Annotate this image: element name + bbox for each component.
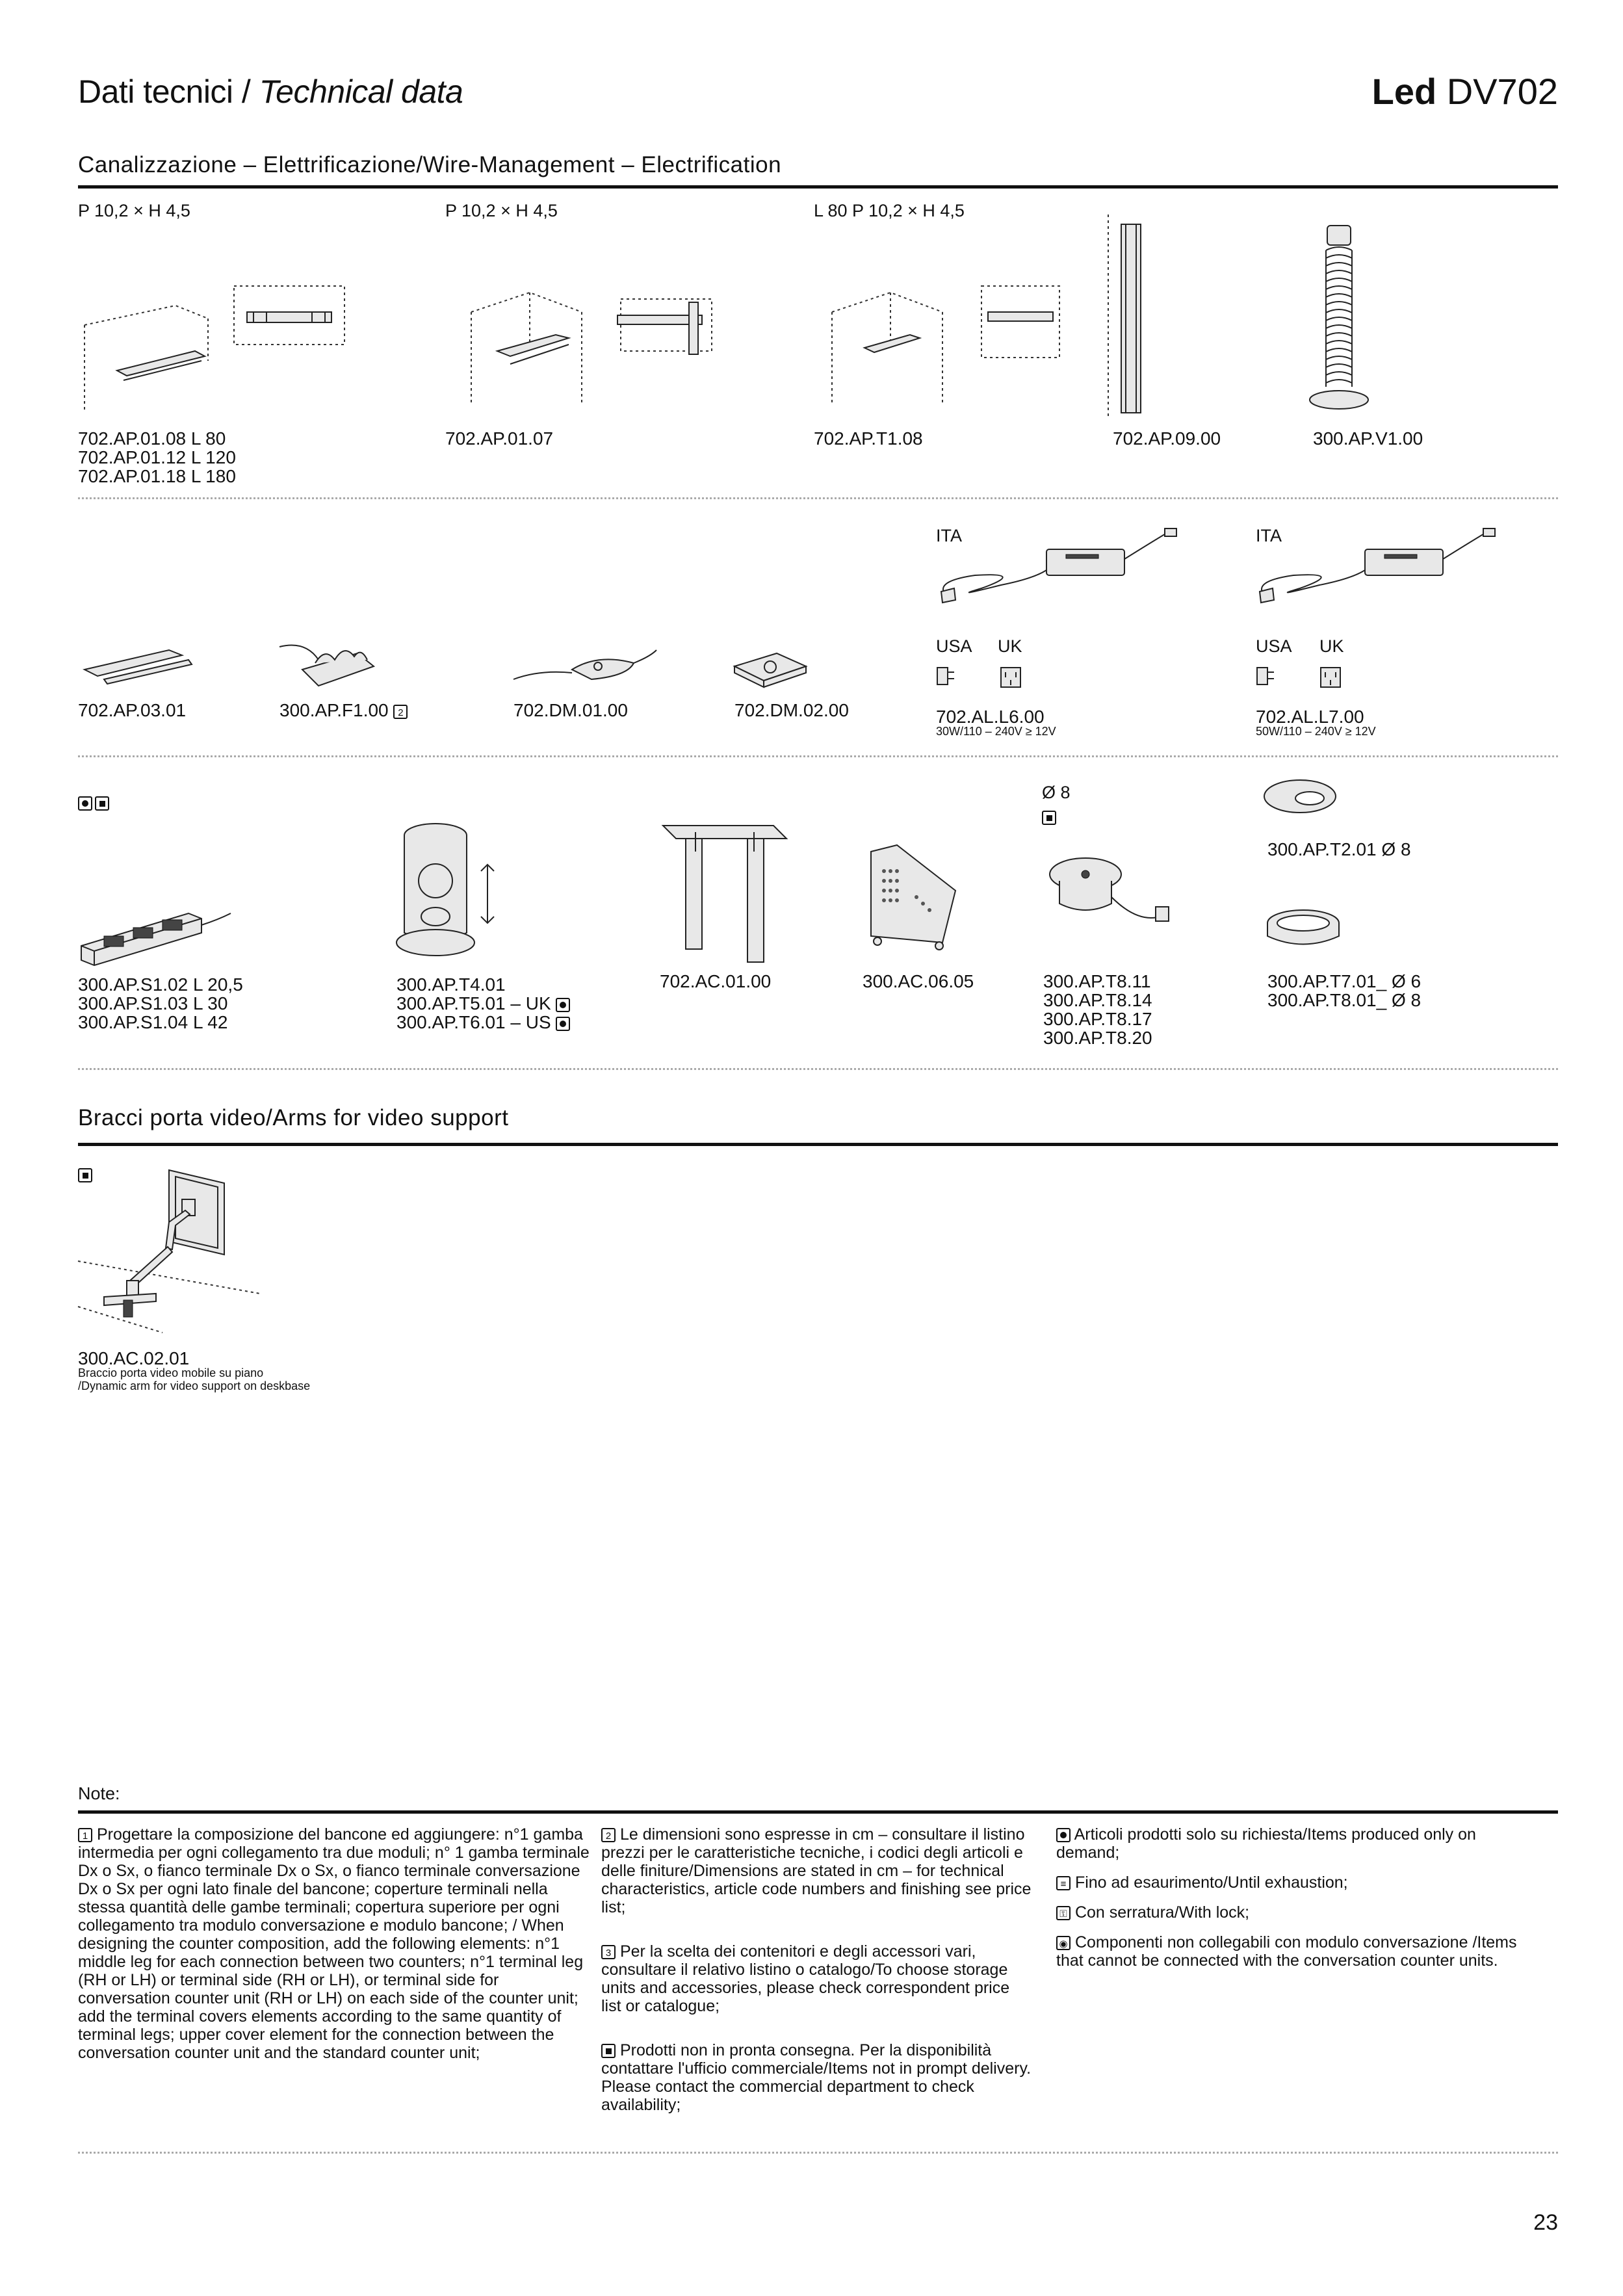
product-code: 702.DM.02.00 xyxy=(734,700,849,720)
plug-label-ita: ITA xyxy=(1256,526,1282,545)
power-supply-drawing xyxy=(936,523,1183,614)
no-connection-symbol: ◉ xyxy=(1056,1936,1071,1950)
plug-label-usa: USA xyxy=(936,636,972,656)
dim-label: P 10,2 × H 4,5 xyxy=(78,201,190,220)
product-code: 702.AL.L7.00 xyxy=(1256,707,1364,727)
notes-rule xyxy=(78,1810,1558,1814)
plug-label-ita: ITA xyxy=(936,526,962,545)
note-number: 1 xyxy=(78,1828,92,1842)
dim-label: P 10,2 × H 4,5 xyxy=(445,201,558,220)
round-grommet-drawing xyxy=(1264,907,1342,952)
power-strip-drawing xyxy=(78,900,234,985)
product-code: 702.DM.01.00 xyxy=(513,700,628,720)
product-code: 702.AC.01.00 xyxy=(660,971,772,991)
note-number: 3 xyxy=(601,1945,616,1959)
plug-adapters-drawing xyxy=(936,664,1027,690)
grommet-socket-drawing xyxy=(1046,852,1176,936)
product-code-list: 300.AP.S1.02 L 20,5 300.AP.S1.03 L 30 300.AP.S1.04 L 42 xyxy=(78,974,243,1032)
product-code: 702.AP.09.00 xyxy=(1113,428,1221,449)
power-spec: 50W/110 – 240V ≥ 12V xyxy=(1256,725,1376,738)
product-code: 300.AP.V1.00 xyxy=(1313,428,1423,449)
not-in-stock-symbol xyxy=(95,796,109,811)
note-number: 2 xyxy=(601,1828,616,1842)
spine-cable-riser-drawing xyxy=(1306,224,1371,419)
not-in-stock-symbol xyxy=(601,2044,616,2058)
pop-up-socket-drawing xyxy=(396,819,520,969)
product-code: 702.AP.01.07 xyxy=(445,428,554,449)
note-column-2 xyxy=(601,1825,1033,2126)
power-spec: 30W/110 – 240V ≥ 12V xyxy=(936,725,1056,738)
product-description: Braccio porta video mobile su piano /Dynamic arm for video support on deskbase xyxy=(78,1366,311,1392)
section-rule xyxy=(78,185,1558,189)
page-title: Dati tecnici / Technical data xyxy=(78,73,463,110)
dim-label: L 80 P 10,2 × H 4,5 xyxy=(814,201,965,220)
product-code: 300.AC.02.01 xyxy=(78,1348,190,1368)
cpu-holder-drawing xyxy=(656,813,793,962)
note-text: Prodotti non in pronta consegna. Per la disponibilità contattare l'ufficio commerciale/Items not in prompt delivery. Please contact the commercial department to check availability; xyxy=(601,2041,1032,2114)
note-column-1 xyxy=(78,1825,591,2074)
touch-dimmer-drawing xyxy=(731,647,809,692)
plug-adapters-drawing xyxy=(1256,664,1347,690)
diameter-label: Ø 8 xyxy=(1042,783,1071,802)
availability-symbols xyxy=(78,796,109,811)
on-demand-symbol xyxy=(1056,1828,1071,1842)
product-code-list: 702.AP.01.08 L 80 702.AP.01.12 L 120 702.AP.01.18 L 180 xyxy=(78,428,236,486)
product-code: 702.AL.L6.00 xyxy=(936,707,1045,727)
note-column-3 xyxy=(1056,1825,1524,1981)
cable-tray-end-drawing xyxy=(806,273,1079,416)
cable-tray-corner-drawing xyxy=(445,273,718,416)
power-supply-drawing xyxy=(1254,523,1501,614)
plug-label-uk: UK xyxy=(1319,636,1344,656)
notes-title: Note: xyxy=(78,1784,120,1803)
cable-organizer-drawing xyxy=(279,634,390,692)
product-code: 300.AC.06.05 xyxy=(863,971,974,991)
section-title-wiring: Canalizzazione – Elettrificazione/Wire-Management – Electrification xyxy=(78,152,782,177)
lock-icon: ⚿ xyxy=(1056,1906,1071,1920)
not-in-stock-symbol xyxy=(1042,811,1056,825)
row-divider xyxy=(78,1068,1558,1070)
page-number: 23 xyxy=(1533,2210,1558,2235)
desk-grommet-drawing xyxy=(1261,777,1339,816)
product-code-list: 300.AP.T8.11 300.AP.T8.14 300.AP.T8.17 300.AP.T8.20 xyxy=(1043,971,1152,1048)
cpu-trolley-drawing xyxy=(858,839,962,949)
on-demand-symbol xyxy=(78,796,92,811)
note-text: Progettare la composizione del bancone ed aggiungere: n°1 gamba intermedia per ogni collegamento tra due moduli; n° 1 gamba terminale Dx o Sx, o fianco terminale Dx o Sx, o fianco terminale conversazione Dx o Sx per ogni lato finale del bancone; coperture terminali nella stessa quantità delle gambe terminali; copertura superiore per ogni collegamento tra modulo conversazione e modulo bancone; / When designing the counter composition, add the following elements: n°1 middle leg for each connection between two counters; n°1 terminal leg (RH or LH) or terminal side (RH or LH), or terminal side for conversation counter unit (RH or LH) on each side of the counter unit; add the terminal covers elements according to the same quantity of terminal legs; upper cover element for the connection between the conversation counter unit and the standard counter unit; xyxy=(78,1825,590,2062)
note-text: Articoli prodotti solo su richiesta/Items produced only on demand; xyxy=(1056,1825,1476,1862)
product-code-with-symbol: 300.AP.F1.00 2 xyxy=(279,701,408,720)
product-model: Led DV702 xyxy=(1371,71,1558,112)
product-code-list: 300.AP.T7.01_ Ø 6 300.AP.T8.01_ Ø 8 xyxy=(1267,971,1422,1010)
product-code: 702.AP.T1.08 xyxy=(814,428,923,449)
note-text: Le dimensioni sono espresse in cm – consultare il listino prezzi per le caratteristiche tecniche, i codici degli articoli e delle finiture/Dimensions are stated in cm – for technical characteristics, article code numbers and finishing see price list; xyxy=(601,1825,1032,1916)
row-divider xyxy=(78,755,1558,757)
cable-clip-drawing xyxy=(78,644,195,689)
note-text: Componenti non collegabili con modulo conversazione /Items that cannot be connected with the conversation counter units. xyxy=(1056,1933,1517,1970)
note-text: Con serratura/With lock; xyxy=(1074,1903,1250,1922)
product-code: 300.AP.T2.01 Ø 8 xyxy=(1267,839,1411,859)
note-text: Fino ad esaurimento/Until exhaustion; xyxy=(1074,1873,1348,1892)
dimmer-switch-drawing xyxy=(513,644,663,689)
note-text: Per la scelta dei contenitori e degli accessori vari, consultare il relativo listino o catalogo/To choose storage units and accessories, please check correspondent price list or catalogue; xyxy=(601,1942,1010,2015)
on-demand-symbol xyxy=(556,1017,570,1031)
section-rule xyxy=(78,1143,1558,1146)
monitor-arm-drawing xyxy=(78,1164,273,1339)
vertical-cable-channel-drawing xyxy=(1105,211,1157,419)
product-code-list: 300.AP.T4.01 300.AP.T5.01 – UK 300.AP.T6.01 – US xyxy=(396,975,570,1032)
plug-label-uk: UK xyxy=(998,636,1022,656)
notes-bottom-divider xyxy=(78,2152,1558,2154)
until-exhaustion-symbol: 2 xyxy=(393,705,408,719)
row-divider xyxy=(78,497,1558,499)
plug-label-usa: USA xyxy=(1256,636,1292,656)
section-title-video-arms: Bracci porta video/Arms for video support xyxy=(78,1105,509,1130)
until-exhaustion-symbol: ≡ xyxy=(1056,1876,1071,1890)
cable-tray-straight-drawing xyxy=(78,273,351,416)
on-demand-symbol xyxy=(556,998,570,1012)
product-code: 702.AP.03.01 xyxy=(78,700,187,720)
